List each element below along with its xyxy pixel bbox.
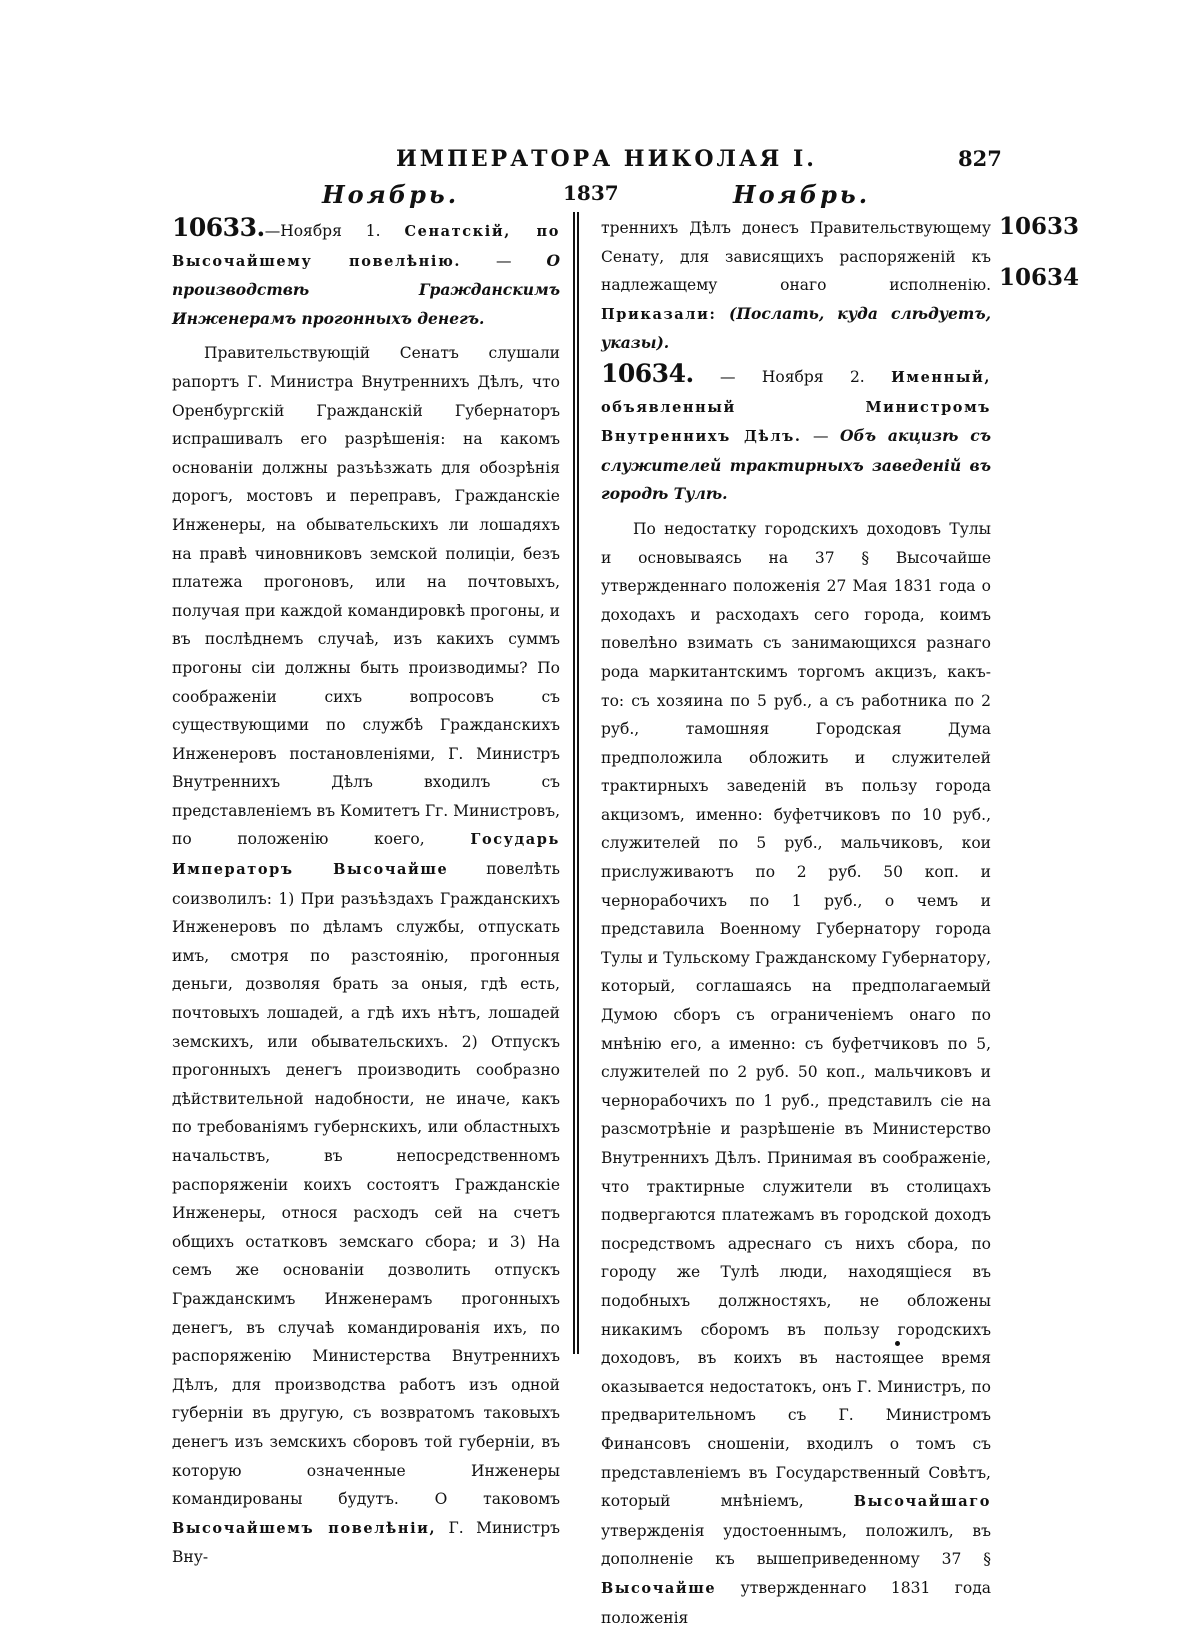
act-heading-10634: [601, 360, 991, 509]
resolution: (Послать, куда слѣдуетъ, указы).: [601, 303, 991, 353]
act-type: Сенатскій, по Высочайшему повелѣнію.: [172, 223, 560, 270]
body-text: повелѣть соизволилъ: 1) При разъѣздахъ Гражданскихъ Инженеровъ по дѣламъ службы, отпускать имъ, смотря по разстоянію, прогонныя деньги, дозволяя брать за оныя, гдѣ есть, почтовыхъ лошадей, а гдѣ ихъ нѣтъ, лошадей земскихъ, или обывательскихъ. 2) Отпускъ прогонныхъ денегъ производить сообразно дѣйствительной надобности, не иначе, какъ по требованіямъ губернскихъ, или областныхъ начальствъ, въ непосредственномъ распоряженіи коихъ состоятъ Гражданскіе Инженеры, относя расходъ сей на счетъ общихъ остатковъ земскаго сбора; и 3) На семъ же основаніи дозволить отпускъ Гражданскимъ Инженерамъ прогонныхъ денегъ, въ случаѣ командированія ихъ, по распоряженію Министерства Внутреннихъ Дѣлъ, для производства работъ изъ одной губерніи въ другую, съ возвратомъ таковыхъ денегъ изъ земскихъ сборовъ той губерніи, въ которую означенные Инженеры командированы будутъ. О таковомъ: [172, 860, 560, 1509]
left-column: [172, 214, 560, 1572]
act-body-10634: [601, 515, 991, 1632]
act-title: Объ акцизѣ съ служителей трактирныхъ заведеній въ городѣ Тулѣ.: [601, 426, 992, 504]
column-divider: [573, 212, 579, 1354]
sovereign-title: Государь Императоръ Высочайше: [172, 831, 560, 879]
month-right: Ноябрь.: [733, 180, 871, 209]
body-text: Г. Министръ Вну-: [172, 1518, 560, 1567]
margin-act-number: 10634: [999, 264, 1080, 291]
body-text: утвержденія удостоеннымъ, положилъ, въ дополненіе къ вышеприведенному 37 §: [601, 1521, 991, 1569]
act-dash: —: [461, 251, 547, 270]
act-number: 10633.: [172, 213, 265, 242]
running-title: ИМПЕРАТОРА НИКОЛАЯ I.: [396, 146, 817, 172]
act-heading-10633: [172, 214, 560, 333]
body-text: треннихъ Дѣлъ донесъ Правительствующему Сенату, для зависящихъ распоряженій къ надлежащему онаго исполненію.: [601, 219, 991, 295]
year: 1837: [563, 181, 619, 205]
act-number: 10634.: [601, 358, 694, 388]
page-number: 827: [958, 146, 1002, 171]
resolved-label: Приказали:: [601, 305, 717, 323]
act-type: Именный, объявленный Министромъ Внутреннихъ Дѣлъ.: [601, 368, 991, 446]
body-text: утвержденнаго 1831 года положенія: [601, 1578, 991, 1627]
highest-approval: Высочайше: [601, 1579, 717, 1597]
highest-approval: Высочайшаго: [853, 1493, 991, 1511]
act-date: — Ноября 2.: [693, 367, 865, 386]
highest-command: Высочайшемъ повелѣніи,: [172, 1519, 437, 1537]
ink-mark: [895, 1341, 900, 1346]
act-dash: —: [801, 427, 841, 446]
right-column: [601, 214, 991, 1632]
month-left: Ноябрь.: [322, 180, 460, 209]
body-text: Правительствующій Сенатъ слушали рапортъ Г. Министра Внутреннихъ Дѣлъ, что Оренбургскій Гражданскій Губернаторъ испрашивалъ его разрѣшенія: на какомъ основаніи должны разъѣзжать для обозрѣнія дорогъ, мостовъ и переправъ, Гражданскіе Инженеры, на обывательскихъ ли лошадяхъ на правѣ чиновниковъ земской полиціи, безъ платежа прогоновъ, или на почтовыхъ, получая при каждой командировкѣ прогоны, и въ послѣднемъ случаѣ, изъ какихъ суммъ прогоны сіи должны быть производимы? По соображеніи сихъ вопросовъ съ существующими по службѣ Гражданскихъ Инженеровъ постановленіями, Г. Министръ Внутреннихъ Дѣлъ входилъ съ представленіемъ въ Комитетъ Гг. Министровъ, по положенію коего,: [172, 344, 561, 849]
act-title: О производствѣ Гражданскимъ Инженерамъ прогонныхъ денегъ.: [172, 250, 560, 328]
body-text: По недостатку городскихъ доходовъ Тулы и основываясь на 37 § Высочайше утвержденнаго положенія 27 Мая 1831 года о доходахъ и расходахъ сего города, коимъ повелѣно взимать съ занимающихся разнаго рода маркитантскимъ торгомъ акцизъ, какъ-то: съ хозяина по 5 руб., а съ работника по 2 руб., тамошняя Городская Дума предположила обложить и служителей трактирныхъ заведеній въ пользу города акцизомъ, именно: буфетчиковъ по 10 руб., служителей по 5 руб., мальчиковъ, кои прислуживаютъ по 2 руб. 50 коп. и чернорабочихъ по 1 руб., о чемъ и представила Военному Губернатору города Тулы и Тульскому Гражданскому Губернатору, который, соглашаясь на предполагаемый Думою сборъ съ ограниченіемъ онаго по мнѣнію его, а именно: съ буфетчиковъ по 5, служителей по 2 руб. 50 коп., мальчиковъ и чернорабочихъ по 1 руб., представилъ сіе на разсмотрѣніе и разрѣшеніе въ Министерство Внутреннихъ Дѣлъ. Принимая въ соображеніе, что трактирные служители въ столицахъ подвергаются платежамъ въ городской доходъ посредствомъ адреснаго съ нихъ сбора, по городу же Тулѣ люди, находящіеся въ подобныхъ должностяхъ, не обложены никакимъ сборомъ въ пользу городскихъ доходовъ, въ коихъ въ настоящее время оказывается недостатокъ, онъ Г. Министръ, по предварительномъ съ Г. Министромъ Финансовъ сношеніи, входилъ о томъ съ представленіемъ въ Государственный Совѣтъ, который мнѣніемъ,: [601, 519, 991, 1511]
margin-act-number: 10633: [999, 213, 1080, 240]
act-end-10633: [601, 214, 991, 358]
act-date: —Ноября 1.: [264, 222, 381, 240]
act-body-10633: [172, 339, 560, 1572]
